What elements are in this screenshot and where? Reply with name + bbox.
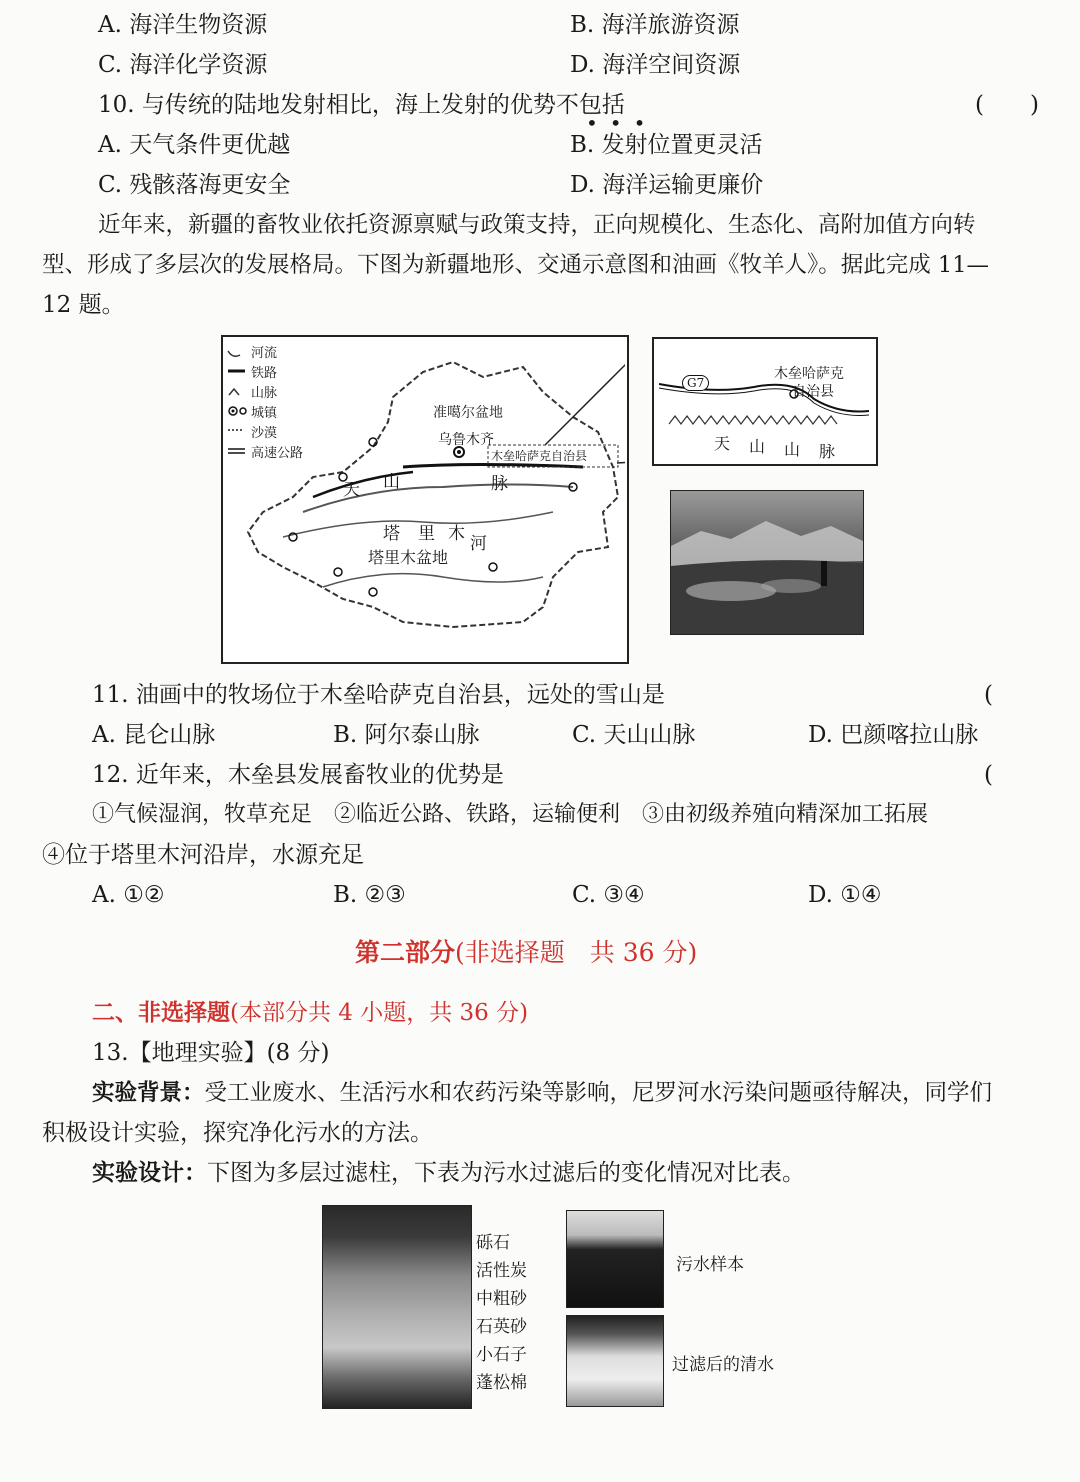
- q12-option-b: B. ②③: [333, 882, 406, 908]
- map-label-tarim-river: 塔: [383, 524, 400, 544]
- callout-lines: [545, 335, 625, 465]
- q12-answer-paren: (: [984, 762, 993, 788]
- inset-range-label: 天: [714, 434, 731, 453]
- inset-road-g7: G7: [682, 375, 709, 391]
- q9-option-d: D. 海洋空间资源: [570, 52, 741, 78]
- filter-layer-label: 砾石: [476, 1233, 510, 1253]
- legend-river: 河流: [251, 346, 278, 361]
- map-label-tian: 天: [343, 480, 360, 500]
- passage-line-3: 12 题。: [42, 292, 125, 318]
- map-label-tarim-river: 木: [448, 524, 465, 544]
- map-label-mai: 脉: [491, 474, 508, 494]
- legend-desert: 沙漠: [251, 426, 278, 441]
- q9-option-a: A. 海洋生物资源: [98, 12, 268, 38]
- q9-option-b: B. 海洋旅游资源: [570, 12, 740, 38]
- legend-railway: 铁路: [251, 366, 278, 381]
- map-label-tarim-basin: 塔里木盆地: [368, 548, 449, 567]
- q10-option-d: D. 海洋运输更廉价: [570, 172, 764, 198]
- painting-drawing: [671, 491, 863, 634]
- legend-highway: 高速公路: [251, 446, 304, 461]
- q11-option-b: B. 阿尔泰山脉: [333, 722, 480, 748]
- q10-stem: 10. 与传统的陆地发射相比，海上发射的优势不包括: [98, 92, 625, 118]
- q10-option-c: C. 残骸落海更安全: [98, 172, 291, 198]
- q9-option-c: C. 海洋化学资源: [98, 52, 268, 78]
- section2-title-red: 二、非选择题: [92, 999, 230, 1026]
- q11-option-c: C. 天山山脉: [572, 722, 696, 748]
- q11-option-d: D. 巴颜喀拉山脉: [808, 722, 979, 748]
- legend-town: 城镇: [251, 406, 278, 421]
- filter-layer-label: 中粗砂: [476, 1289, 527, 1309]
- emphasis-dots: •••: [586, 111, 658, 135]
- legend-mountain: 山脉: [251, 386, 278, 401]
- section2-title-rest: (本部分共 4 小题，共 36 分): [230, 1000, 529, 1026]
- q11-option-a: A. 昆仑山脉: [92, 722, 216, 748]
- filter-layer-label: 小石子: [476, 1345, 527, 1365]
- filter-layer-label: 石英砂: [476, 1317, 527, 1337]
- q10-option-a: A. 天气条件更优越: [98, 132, 291, 158]
- part2-title-red: 第二部分: [355, 938, 456, 967]
- clean-water-label: 过滤后的清水: [672, 1355, 774, 1375]
- map-label-shan: 山: [383, 472, 400, 492]
- q11-answer-paren: (: [984, 682, 993, 708]
- inset-county-line2: 自治县: [792, 384, 834, 400]
- filter-layer-label: 蓬松棉: [476, 1373, 527, 1393]
- part2-title-rest: (非选择题 共 36 分): [455, 938, 698, 967]
- map-label-tarim-river: 河: [470, 534, 487, 554]
- q11-stem: 11. 油画中的牧场位于木垒哈萨克自治县，远处的雪山是: [92, 682, 665, 708]
- q12-option-d: D. ①④: [808, 882, 882, 908]
- passage-line-2: 型、形成了多层次的发展格局。下图为新疆地形、交通示意图和油画《牧羊人》。据此完成 11—: [42, 252, 990, 278]
- q13-background-line-1: [92, 1078, 992, 1108]
- q12-option-c: C. ③④: [572, 882, 645, 908]
- q13-background-text: 受工业废水、生活污水和农药污染等影响，尼罗河水污染问题亟待解决，同学们: [204, 1080, 993, 1106]
- passage-line-1: 近年来，新疆的畜牧业依托资源禀赋与政策支持，正向规模化、生态化、高附加值方向转: [98, 212, 976, 238]
- q13-design-line: [92, 1158, 805, 1188]
- filter-layer-label: 活性炭: [476, 1261, 527, 1281]
- q12-items-line-2: ④位于塔里木河沿岸，水源充足: [42, 842, 364, 868]
- q12-option-a: A. ①②: [92, 882, 165, 908]
- q12-stem: 12. 近年来，木垒县发展畜牧业的优势是: [92, 762, 504, 788]
- sewage-sample-label: 污水样本: [676, 1255, 744, 1275]
- q10-option-b: B. 发射位置更灵活: [570, 132, 763, 158]
- map-label-junggar: 准噶尔盆地: [433, 405, 503, 421]
- inset-range-label: 脉: [819, 442, 836, 461]
- map-inset: [652, 337, 878, 466]
- sewage-sample-photo: [566, 1210, 664, 1308]
- oil-painting-shepherd: [670, 490, 864, 635]
- q13-title: 13.【地理实验】(8 分): [92, 1040, 330, 1066]
- q10-answer-paren: ( ): [975, 92, 1039, 118]
- q13-design-text: 下图为多层过滤柱，下表为污水过滤后的变化情况对比表。: [207, 1160, 805, 1186]
- clean-water-photo: [566, 1315, 664, 1407]
- section2-heading: [92, 998, 528, 1028]
- q12-items-line-1: ①气候湿润，牧草充足 ②临近公路、铁路，运输便利 ③由初级养殖向精深加工拓展: [92, 802, 929, 827]
- q13-design-label: 实验设计：: [92, 1159, 207, 1186]
- inset-range-label: 山: [784, 440, 801, 459]
- q13-background-label: 实验背景：: [92, 1080, 205, 1106]
- q13-background-line-2: 积极设计实验，探究净化污水的方法。: [42, 1120, 433, 1146]
- inset-range-label: 山: [749, 437, 766, 456]
- map-label-urumqi: 乌鲁木齐: [438, 432, 494, 448]
- map-label-mulei: 木垒哈萨克自治县: [491, 449, 588, 463]
- map-label-tarim-river: 里: [418, 524, 435, 544]
- inset-county-line1: 木垒哈萨克: [774, 366, 844, 382]
- part2-heading: [355, 938, 697, 968]
- filter-column-photo: [322, 1205, 472, 1409]
